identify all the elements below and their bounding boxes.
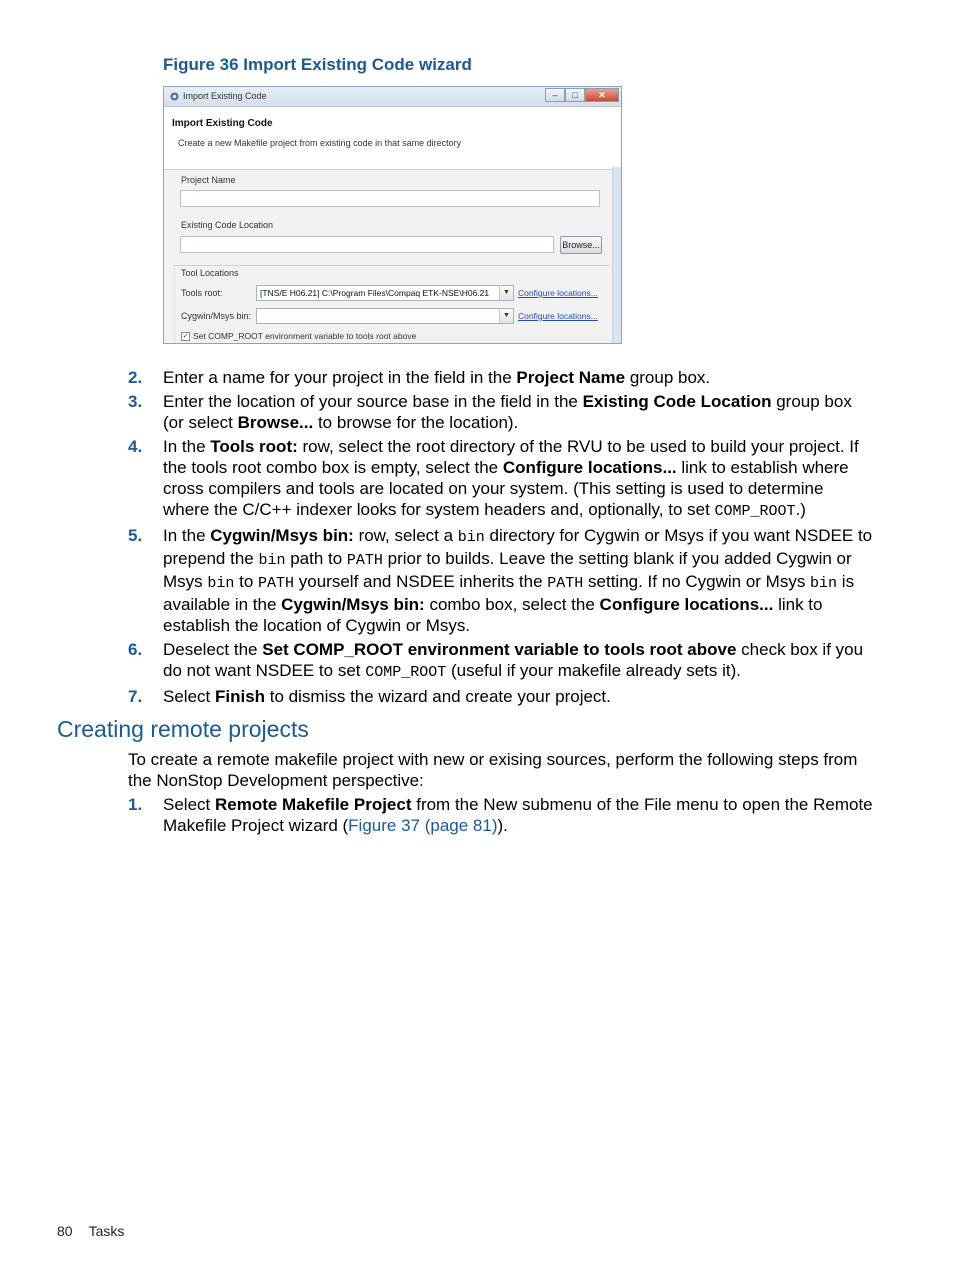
step-text: row, select a [353, 526, 458, 545]
step-code: bin [207, 575, 235, 592]
tool-locations-label: Tool Locations [181, 268, 239, 278]
step-text: link to establish where cross compilers and tools are located on your system. (This setting is used to determine where the C/C++ indexer looks for system headers and, optionally, to set [163, 458, 849, 519]
configure-locations-link-cygwin[interactable]: Configure locations... [518, 311, 598, 321]
step-text: from the New submenu of the File menu to open the Remote Makefile Project wizard ( [163, 795, 873, 835]
step-code: PATH [346, 552, 383, 569]
tools-root-combo[interactable] [256, 285, 514, 301]
wizard-header-title: Import Existing Code [172, 118, 273, 129]
step-emphasis: Browse... [237, 413, 314, 432]
step-code: PATH [547, 575, 584, 592]
step-emphasis: Remote Makefile Project [214, 795, 412, 814]
minimize-button[interactable]: – [545, 88, 565, 102]
step-emphasis: Configure locations... [599, 595, 774, 614]
step-code: bin [457, 529, 485, 546]
set-comp-root-checkbox[interactable]: ✓ [182, 333, 189, 340]
step-text: combo box, select the [424, 595, 600, 614]
maximize-button[interactable]: □ [565, 88, 585, 102]
figure-caption: Figure 36 Import Existing Code wizard [163, 55, 472, 74]
project-name-input[interactable] [180, 190, 600, 207]
list-item [128, 639, 873, 683]
step-number: 4. [128, 437, 143, 456]
list-item [128, 794, 873, 836]
step-text: is available in the [163, 572, 855, 614]
cygwin-msys-bin-combo[interactable] [256, 308, 514, 324]
list-item [128, 436, 873, 522]
step-text: prior to builds. Leave the setting blank if you added Cygwin or Msys [163, 549, 852, 591]
wizard-header-description: Create a new Makefile project from existing code in that same directory [178, 138, 462, 148]
section-heading: Creating remote projects [57, 716, 309, 742]
step-emphasis: Set COMP_ROOT environment variable to tools root above [262, 640, 737, 659]
step-text: to [234, 572, 259, 591]
remote-project-steps-list [128, 794, 873, 839]
step-text: Select [163, 795, 215, 814]
step-emphasis: Existing Code Location [582, 392, 772, 411]
chevron-down-icon: ▼ [499, 309, 513, 323]
step-text: link to establish the location of Cygwin or Msys. [163, 595, 823, 635]
step-text: Enter the location of your source base in the field in the [163, 392, 583, 411]
page-footer [57, 1223, 124, 1239]
browse-button[interactable]: Browse... [560, 236, 602, 254]
step-emphasis: Tools root: [210, 437, 298, 456]
step-text: path to [285, 549, 347, 568]
list-item [128, 391, 873, 433]
dialog-titlebar [164, 87, 621, 107]
close-button[interactable]: ✕ [585, 88, 619, 102]
footer-section: Tasks [88, 1223, 125, 1239]
list-item [128, 525, 873, 636]
app-icon [170, 92, 179, 101]
step-number: 1. [128, 795, 143, 814]
step-emphasis: Project Name [516, 368, 626, 387]
wizard-header [164, 107, 621, 170]
step-text: group box. [625, 368, 711, 387]
step-number: 5. [128, 526, 143, 545]
step-text: ). [497, 816, 508, 835]
step-text: row, select the root directory of the RVU to be used to build your project. If the tools root combo box is empty, select the [163, 437, 859, 477]
step-text: Enter a name for your project in the field in the [163, 368, 517, 387]
figure-37-link[interactable]: Figure 37 (page 81) [348, 816, 498, 835]
existing-code-location-input[interactable] [180, 236, 554, 253]
step-text: setting. If no Cygwin or Msys [583, 572, 811, 591]
project-name-label: Project Name [181, 175, 236, 185]
step-text: (useful if your makefile already sets it). [446, 661, 742, 680]
step-code: bin [258, 552, 286, 569]
step-number: 3. [128, 392, 143, 411]
wizard-steps-list [128, 367, 873, 710]
step-text: to dismiss the wizard and create your project. [265, 687, 611, 706]
tools-root-label: Tools root: [181, 288, 223, 298]
step-text: directory for Cygwin or Msys if you want NSDEE to prepend the [163, 526, 873, 568]
step-text: check box if you do not want NSDEE to set [163, 640, 864, 680]
step-emphasis: Finish [214, 687, 266, 706]
step-code: COMP_ROOT [365, 664, 447, 681]
step-emphasis: Cygwin/Msys bin: [210, 526, 354, 545]
set-comp-root-label: Set COMP_ROOT environment variable to tools root above [193, 331, 417, 341]
step-text: yourself and NSDEE inherits the [294, 572, 548, 591]
step-number: 2. [128, 368, 143, 387]
step-text: .) [795, 500, 806, 519]
vertical-scrollbar[interactable] [612, 167, 621, 344]
window-title: Import Existing Code [183, 91, 267, 101]
step-text: In the [163, 437, 211, 456]
tools-root-value: [TNS/E H06.21] C:\Program Files\Compaq ETK-NSE\H06.21 [260, 288, 490, 298]
cygwin-msys-bin-label: Cygwin/Msys bin: [181, 311, 252, 321]
configure-locations-link-tools-root[interactable]: Configure locations... [518, 288, 598, 298]
step-emphasis: Cygwin/Msys bin: [281, 595, 425, 614]
step-code: bin [810, 575, 838, 592]
step-code: PATH [258, 575, 295, 592]
step-number: 7. [128, 687, 143, 706]
step-emphasis: Configure locations... [502, 458, 677, 477]
import-existing-code-dialog [163, 86, 622, 344]
section-intro: To create a remote makefile project with new or exising sources, perform the following steps from the NonStop Development perspective: [128, 750, 858, 790]
step-text: to browse for the location). [313, 413, 519, 432]
step-code: COMP_ROOT [714, 503, 796, 520]
step-text: Deselect the [163, 640, 263, 659]
step-text: Select [163, 687, 215, 706]
list-item [128, 686, 873, 707]
step-number: 6. [128, 640, 143, 659]
chevron-down-icon: ▼ [499, 286, 513, 300]
list-item [128, 367, 873, 388]
existing-code-location-label: Existing Code Location [181, 220, 274, 230]
page-number: 80 [57, 1223, 73, 1239]
step-text: group box (or select [163, 392, 852, 432]
step-text: In the [163, 526, 211, 545]
